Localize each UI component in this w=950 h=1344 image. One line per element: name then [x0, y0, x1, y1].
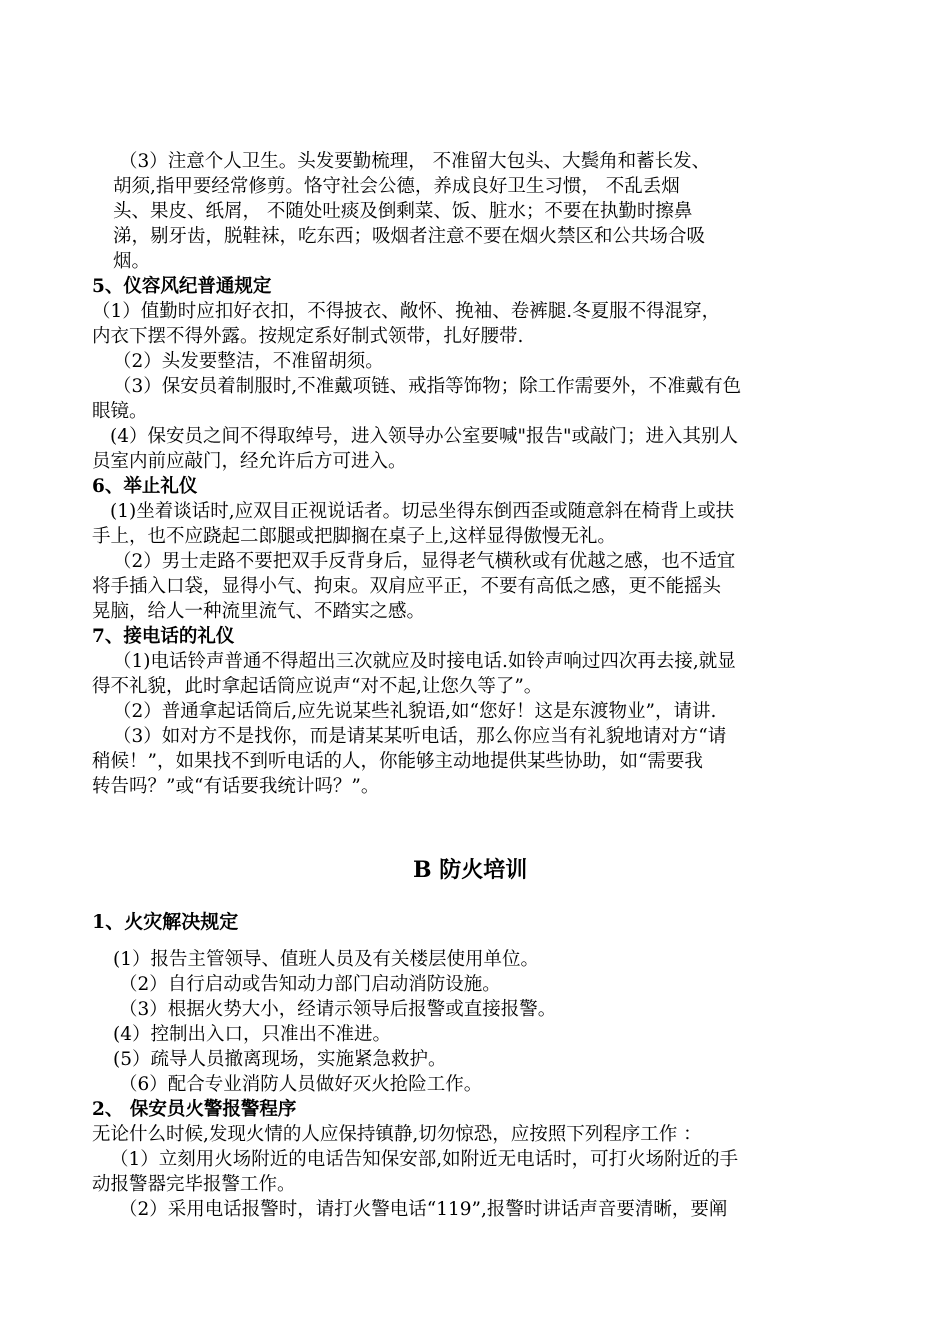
section-5-line-6: (4）保安员之间不得取绰号，进入领导办公室要喊"报告"或敲门；进入其别人 [110, 426, 739, 447]
section-6-line-2: 手上，也不应跷起二郎腿或把脚搁在桌子上,这样显得傲慢无礼。 [92, 526, 616, 547]
section-7-heading: 7、接电话的礼仪 [92, 626, 235, 647]
b2-line-1: 无论什么时候,发现火情的人应保持镇静,切勿惊恐，应按照下列程序工作 ： [92, 1124, 702, 1145]
section-5-heading: 5、仪容风纪普通规定 [92, 276, 272, 297]
section-7-line-4: （3）如对方不是找你，而是请某某听电话，那么你应当有礼貌地请对方“请 [113, 726, 727, 747]
b1-item-6: （6）配合专业消防人员做好灭火抢险工作。 [119, 1074, 483, 1095]
section-6-line-3: （2）男士走路不要把双手反背身后，显得老气横秋或有优越之感，也不适宜 [113, 551, 736, 572]
section-5-line-3: （2）头发要整洁，不准留胡须。 [113, 351, 384, 372]
section-5-line-5: 眼镜。 [92, 401, 148, 422]
section-7-line-3: （2）普通拿起话筒后,应先说某些礼貌语,如“您好！这是东渡物业”，请讲. [113, 701, 717, 722]
b2-line-2: （1）立刻用火场附近的电话告知保安部,如附近无电话时，可打火场附近的手 [110, 1149, 739, 1170]
b1-heading: 1、火灾解决规定 [92, 911, 239, 933]
section-7-line-6: 转告吗？”或“有话要我统计吗？”。 [92, 776, 380, 797]
para-3-line-1: （3）注意个人卫生。头发要勤梳理， 不准留大包头、大鬓角和蓄长发、 [119, 151, 711, 172]
para-3-line-3: 头、果皮、纸屑， 不随处吐痰及倒剩菜、饭、脏水；不要在执勤时擦鼻 [113, 201, 693, 222]
b1-item-3: （3）根据火势大小，经请示领导后报警或直接报警。 [119, 999, 557, 1020]
section-5-line-2: 内衣下摆不得外露。按规定系好制式领带，扎好腰带. [92, 326, 524, 347]
section-b-title: B 防火培训 [413, 857, 528, 883]
b1-item-4: (4）控制出入口，只准出不准进。 [113, 1024, 391, 1045]
section-6-line-1: (1)坐着谈话时,应双目正视说话者。切忌坐得东倒西歪或随意斜在椅背上或扶 [110, 501, 735, 522]
b1-item-5: (5）疏导人员撤离现场，实施紧急救护。 [113, 1049, 447, 1070]
para-3-line-2: 胡须,指甲要经常修剪。恪守社会公德，养成良好卫生习惯， 不乱丢烟 [113, 176, 680, 197]
b2-heading: 2、 保安员火警报警程序 [92, 1099, 297, 1120]
section-7-line-2: 得不礼貌，此时拿起话筒应说声“对不起,让您久等了”。 [92, 676, 543, 697]
section-6-line-4: 将手插入口袋，显得小气、拘束。双肩应平正，不要有高低之感，更不能摇头 [92, 576, 722, 597]
para-3-line-4: 涕，剔牙齿，脱鞋袜，吃东西；吸烟者注意不要在烟火禁区和公共场合吸 [113, 226, 706, 247]
section-5-line-1: （1）值勤时应扣好衣扣，不得披衣、敞怀、挽袖、卷裤腿.冬夏服不得混穿， [92, 301, 721, 322]
b2-line-3: 动报警器完毕报警工作。 [92, 1174, 296, 1195]
b2-line-4: （2）采用电话报警时，请打火警电话“119”,报警时讲话声音要清晰，要阐 [119, 1199, 728, 1220]
section-7-line-1: （1)电话铃声普通不得超出三次就应及时接电话.如铃声响过四次再去接,就显 [113, 651, 736, 672]
section-7-line-5: 稍候！”，如果找不到听电话的人，你能够主动地提供某些协助，如“需要我 [92, 751, 703, 772]
b1-item-1: (1）报告主管领导、值班人员及有关楼层使用单位。 [113, 949, 539, 970]
b1-item-2: （2）自行启动或告知动力部门启动消防设施。 [119, 974, 501, 995]
section-6-heading: 6、举止礼仪 [92, 476, 198, 497]
section-5-line-7: 员室内前应敲门，经允许后方可进入。 [92, 451, 407, 472]
section-6-line-5: 晃脑，给人一种流里流气、不踏实之感。 [92, 601, 426, 622]
para-3-line-5: 烟。 [113, 251, 151, 272]
section-5-line-4: （3）保安员着制服时,不准戴项链、戒指等饰物；除工作需要外，不准戴有色 [113, 376, 742, 397]
